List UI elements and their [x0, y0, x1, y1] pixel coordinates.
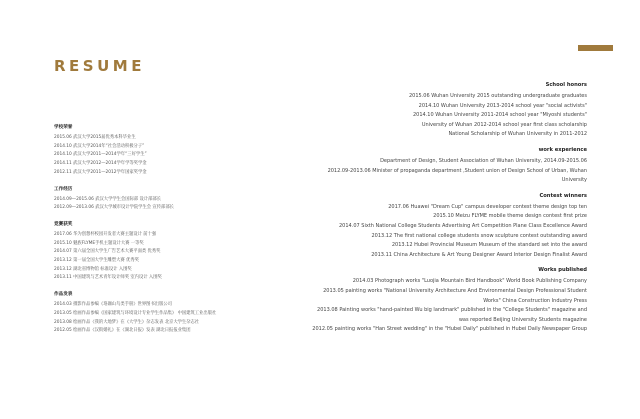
list-item: National Scholarship of Wuhan University in 2011-2012: [448, 131, 587, 138]
right-section: [307, 266, 587, 335]
list-item: 2014.03 摄影作品参编《珞珈山鸟类手册》世界图书出版公司: [54, 302, 172, 308]
left-section: [54, 221, 314, 283]
list-item: 2014.09—2015.06 武汉大学学生会国际部 设计部部长: [54, 196, 162, 202]
left-section: [54, 186, 314, 213]
section-heading: 学校荣誉: [54, 125, 73, 130]
list-item: University of Wuhan 2012-2014 school year first class scholarship: [421, 121, 587, 128]
list-item: 2017.06 华为创想杯校园开发者大赛主题设计 前十强: [54, 231, 157, 237]
list-item: 2013.12 第一届全国大学生雕塑大赛 优秀奖: [54, 258, 139, 264]
right-section: [307, 146, 587, 186]
list-item: 2012.11 武汉大学2011—2012学年国家奖学金: [54, 169, 147, 175]
section-heading: work experience: [538, 146, 587, 153]
list-item: 2014.03 Photograph works "Luojia Mountain Bird Handbook" World Book Publishing Company: [352, 278, 587, 285]
left-section: [54, 291, 314, 336]
list-item: 2015.06 Wuhan University 2015 outstanding undergraduate graduates: [408, 93, 587, 99]
list-item: 2013.12 Hubei Provincial Museum Museum of the standard set into the award: [391, 242, 587, 249]
section-heading: 工作经历: [54, 186, 73, 192]
list-item: 2017.06 Huawei "Dream Cup" campus developer contest theme design top ten: [388, 203, 587, 210]
section-heading: Works published: [538, 267, 587, 274]
list-item: 2014.10 Wuhan University 2013-2014 school year "social activists": [418, 102, 587, 109]
right-column: [307, 81, 587, 341]
section-heading: 竞赛获奖: [54, 221, 73, 227]
section-heading: School honors: [545, 82, 587, 88]
list-item: 2013.11 China Architecture & Art Young Designer Award Interior Design Finalist Award: [371, 251, 587, 258]
list-item: 2014.11 武汉大学2012—2014学年学等奖学金: [54, 161, 147, 167]
list-item: 2013.08 Painting works "hand-painted Wu big landmark" published in the "College Students" magazine and was reported Beijing University Students magazine: [317, 307, 587, 323]
accent-bar: [578, 45, 613, 51]
list-item: 2012.05 painting works "Han Street wedding" in the "Hubei Daily" published in Hubei Daily Newspaper Group: [312, 326, 587, 333]
page-title: RESUME: [54, 57, 145, 75]
left-column: [54, 124, 314, 344]
list-item: 2014.10 Wuhan University 2011-2014 school year "Miyoshi students": [412, 112, 587, 119]
list-item: 2015.06 武汉大学2015届优秀本科毕业生: [54, 135, 136, 140]
list-item: 2013.12 湖北省博物馆 标准设计 入围奖: [54, 266, 132, 272]
right-section: [307, 192, 587, 261]
list-item: 2012.09—2013.06 武汉大学城市设计学院学生会 宣传部部长: [54, 205, 174, 211]
list-item: 2014.10 武汉大学2014年“社会活动积极分子”: [54, 143, 145, 149]
list-item: 2014.07 Sixth National College Students Advertising Art Competition Plane Class Excellence Award: [339, 222, 587, 229]
list-item: 2013.08 绘画作品《我的大地梦》在《大学生》杂志发表 北京大学生杂志社: [54, 319, 200, 325]
list-item: 2013.05 painting works "National University Architecture And Environmental Design Professional Student Works" China Construction Industry Press: [323, 287, 587, 304]
right-section: [307, 81, 587, 140]
section-heading: 作品发表: [54, 292, 73, 298]
list-item: 2015.10 Meizu FLYME mobile theme design contest first prize: [433, 213, 587, 220]
left-section: [54, 124, 314, 178]
list-item: 2014.10 武汉大学2011—2014学年“三好学生”: [54, 152, 147, 158]
list-item: 2014.07 第六届全国大学生广告艺术大赛平面类 优秀奖: [54, 249, 161, 255]
list-item: 2012.09-2013.06 Minister of propaganda department ,Student union of Design School of Urban, Wuhan University: [327, 167, 587, 184]
list-item: 2013.12 The first national college students snow sculpture contest outstanding award: [371, 232, 587, 239]
list-item: Department of Design, Student Association of Wuhan University, 2014.09-2015.06: [380, 157, 587, 164]
list-item: 2012.05 绘画作品《汉街婚礼》在《湖北日报》发表 湖北日报报业集团: [54, 328, 191, 334]
list-item: 2013.11 中国建筑与艺术青年设计师奖 室内设计 入围奖: [54, 275, 162, 281]
list-item: 2015.10 魅族FLYME手机主题设计大赛 一等奖: [54, 240, 144, 246]
list-item: 2013.05 绘画作品参编《国家建筑与环境设计专业学生作品集》 中国建筑工业出版社: [54, 310, 217, 316]
section-heading: Contest winners: [539, 192, 587, 199]
